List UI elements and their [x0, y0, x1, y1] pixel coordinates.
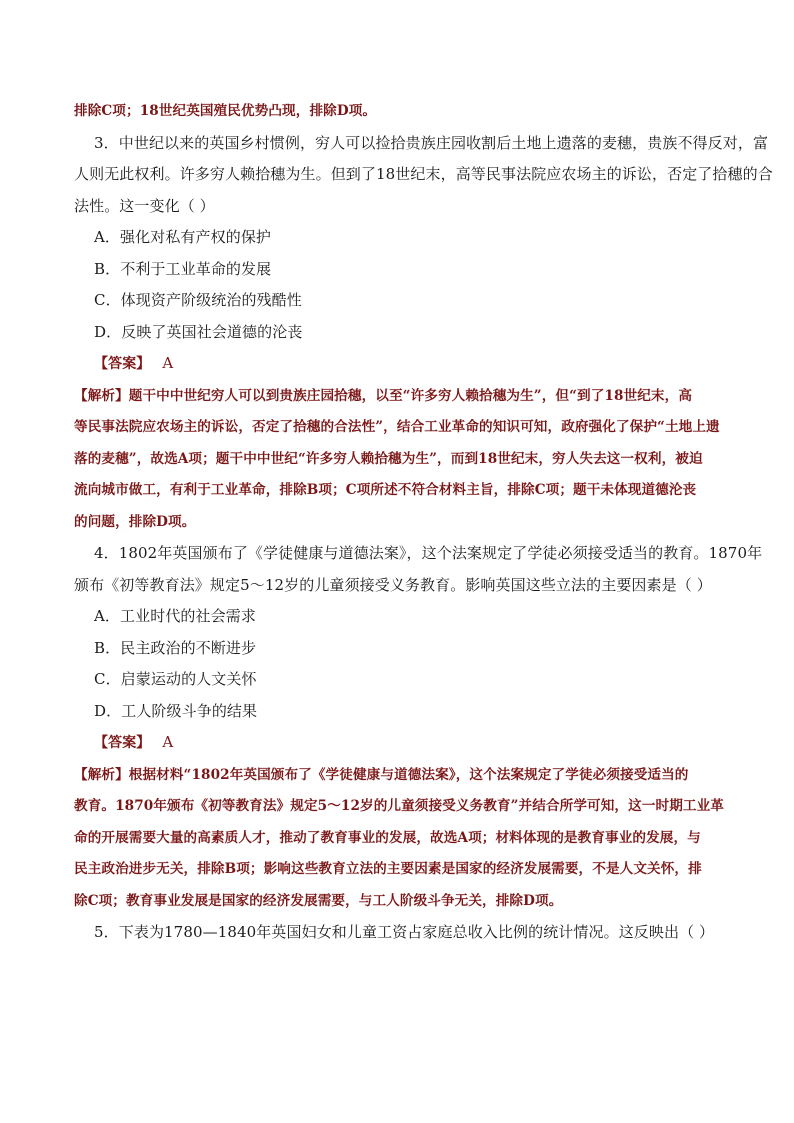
analysis-line: 民主政治进步无关，排除B项；影响这些教育立法的主要因素是国家的经济发展需要，不是人文关怀，排 — [74, 861, 702, 877]
option-d: D．工人阶级斗争的结果 — [94, 701, 258, 720]
answer-row — [74, 348, 724, 381]
analysis-line: 流向城市做工，有利于工业革命，排除B项；C项所述不符合材料主旨，排除C项；题干未体现道德沦丧 — [74, 482, 697, 498]
analysis-line: 等民事法院应农场主的诉讼，否定了拾穗的合法性”，结合工业革命的知识可知，政府强化了保护“土地上遗 — [74, 419, 720, 435]
question-stem-line: 4．1802年英国颁布了《学徒健康与道德法案》，这个法案规定了学徒必须接受适当的教育。1870年 — [94, 544, 763, 562]
option-b: B．民主政治的不断进步 — [94, 638, 257, 657]
analysis-line: 落的麦穗”，故选A项；题干中中世纪“许多穷人赖拾穗为生”，而到18世纪末，穷人失去这一权利，被迫 — [74, 450, 703, 467]
question-stem-line: 法性。这一变化（ ） — [74, 196, 215, 215]
question-4 — [74, 538, 763, 917]
answer-label: 【答案】 — [94, 356, 151, 372]
analysis-line: 【解析】题干中中世纪穷人可以到贵族庄园拾穗，以至“许多穷人赖拾穗为生”，但“到了18世纪末，高 — [74, 387, 693, 404]
previous-analysis-tail: 排除C项；18世纪英国殖民优势凸现，排除D项。 — [74, 103, 377, 119]
analysis-line: 命的开展需要大量的高素质人才，推动了教育事业的发展，故选A项；材料体现的是教育事业的发展，与 — [74, 829, 701, 846]
analysis-line: 除C项；教育事业发展是国家的经济发展需要，与工人阶级斗争无关，排除D项。 — [74, 892, 563, 909]
answer-label: 【答案】 — [94, 735, 151, 751]
question-stem-line: 5．下表为1780—1840年英国妇女和儿童工资占家庭总收入比例的统计情况。这反映出（ ） — [94, 923, 715, 941]
document-page — [74, 96, 773, 949]
question-stem-line: 颁布《初等教育法》规定5～12岁的儿童须接受义务教育。影响英国这些立法的主要因素是（ ） — [74, 575, 712, 594]
option-c: C．启蒙运动的人文关怀 — [94, 670, 257, 688]
analysis-line: 教育。1870年颁布《初等教育法》规定5～12岁的儿童须接受义务教育”并结合所学可知，这一时期工业革 — [74, 798, 724, 814]
answer-row — [74, 727, 724, 760]
analysis-line: 【解析】根据材料“1802年英国颁布了《学徒健康与道德法案》，这个法案规定了学徒必须接受适当的 — [74, 766, 689, 783]
question-stem-line: 人则无此权利。许多穷人赖拾穗为生。但到了18世纪末，高等民事法院应农场主的诉讼，否定了拾穗的合 — [74, 165, 773, 183]
answer-value: A — [162, 733, 174, 751]
option-d: D．反映了英国社会道德的沦丧 — [94, 322, 303, 341]
option-b: B．不利于工业革命的发展 — [94, 259, 272, 278]
question-3 — [74, 128, 773, 539]
option-a: A．工业时代的社会需求 — [94, 607, 256, 625]
option-a: A．强化对私有产权的保护 — [94, 228, 272, 246]
option-c: C．体现资产阶级统治的残酷性 — [94, 291, 302, 309]
analysis-line: 的问题，排除D项。 — [74, 513, 196, 530]
answer-value: A — [162, 354, 174, 372]
question-5 — [74, 917, 724, 949]
question-stem-line: 3．中世纪以来的英国乡村惯例，穷人可以捡拾贵族庄园收割后土地上遗落的麦穗，贵族不得反对，富 — [94, 133, 769, 152]
